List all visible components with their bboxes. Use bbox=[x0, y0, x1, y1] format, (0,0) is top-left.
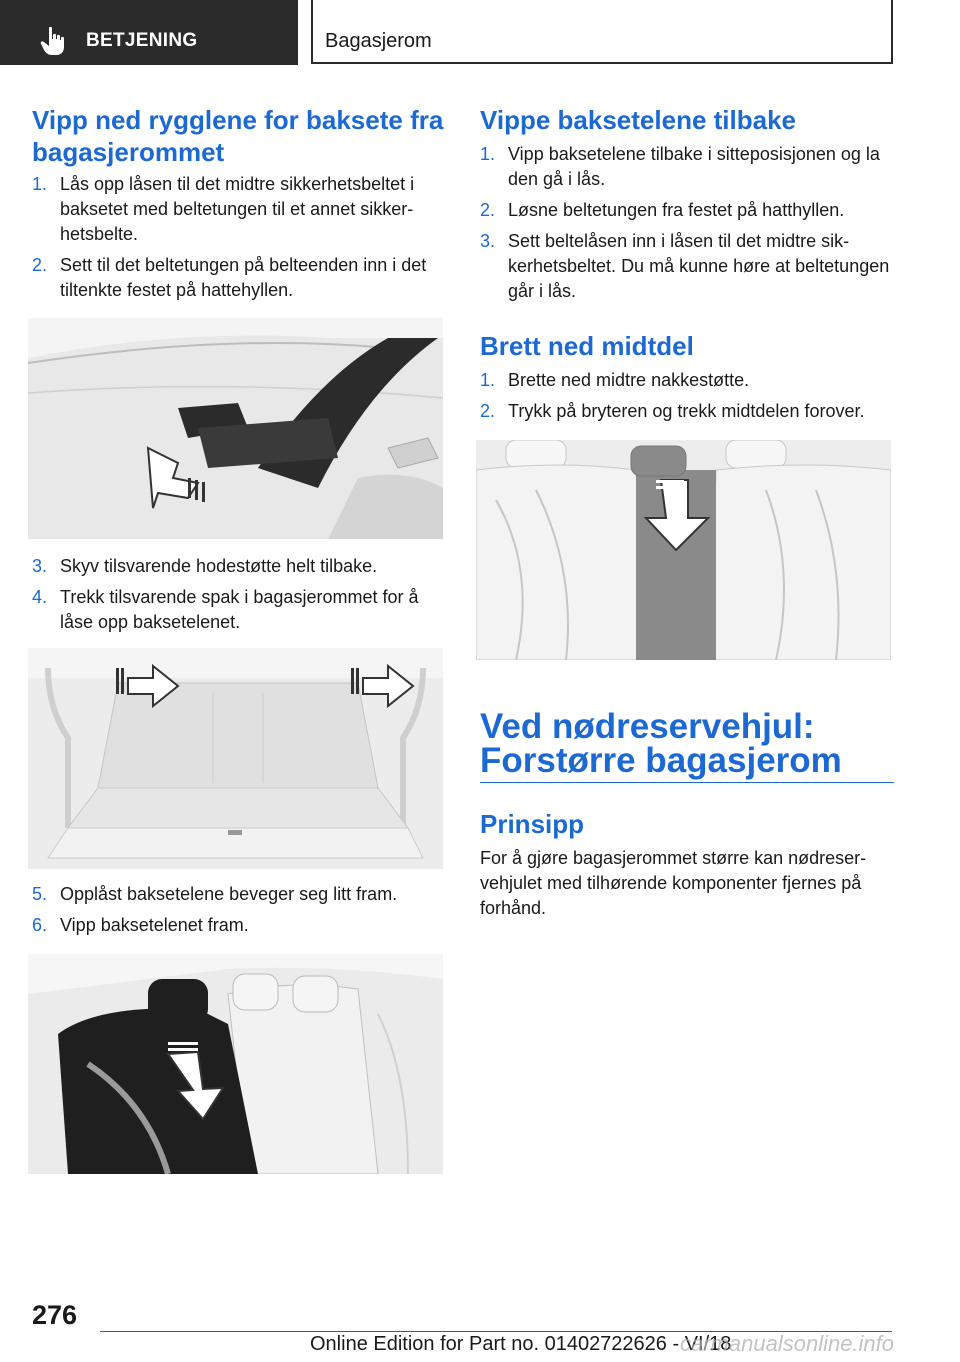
list-item: 4. Trekk tilsvarende spak i bagasjerommet for å låse opp baksetelenet. bbox=[32, 587, 419, 632]
heading-principle: Prinsipp bbox=[480, 809, 585, 839]
list-item: 6. Vipp baksetelenet fram. bbox=[32, 915, 249, 935]
list-item: 2. Trykk på bryteren og trekk midtdelen forover. bbox=[480, 401, 865, 421]
list-item: 2. Sett til det beltetungen på belteenden inn i det tiltenkte festet på hattehyllen. bbox=[32, 255, 427, 300]
list-item: 2. Løsne beltetungen fra festet på hatthyllen. bbox=[480, 200, 845, 220]
list-item: 1. Brette ned midtre nakkestøtte. bbox=[480, 370, 750, 390]
section-tab bbox=[0, 0, 298, 65]
chapter-rule bbox=[480, 782, 894, 783]
list-item: 5. Opplåst baksetelene beveger seg litt fram. bbox=[32, 884, 398, 904]
list-item: 1. Lås opp låsen til det midtre sikkerhetsbeltet i baksetet med beltetungen til et annet sikkerhetsbelte. bbox=[32, 174, 415, 244]
steps-list-e bbox=[480, 368, 896, 430]
heading-fold-down-from-trunk: Vipp ned rygglene for baksete fra bagasjerommet bbox=[32, 105, 444, 167]
list-item: 3. Sett beltelåsen inn i låsen til det midtre sikkerhetsbeltet. Du må kunne høre at beltetungen går i lås. bbox=[480, 231, 890, 301]
figure-seat-fold-forward bbox=[28, 954, 443, 1174]
chapter-title-line1: Ved nødreservehjul: bbox=[480, 707, 815, 746]
figure-trunk-levers bbox=[28, 648, 443, 869]
steps-list-a bbox=[32, 172, 446, 309]
section-label: BETJENING bbox=[86, 30, 198, 51]
edition-text: Online Edition for Part no. 01402722626 - VI/18 bbox=[310, 1333, 732, 1355]
steps-list-c bbox=[32, 882, 446, 944]
heading-fold-back: Vippe baksetelene tilbake bbox=[480, 105, 796, 135]
page-number: 276 bbox=[32, 1300, 78, 1330]
page-title: Bagasjerom bbox=[325, 30, 432, 52]
heading-fold-middle: Brett ned midtdel bbox=[480, 331, 694, 361]
principle-paragraph: For å gjøre bagasjerommet større kan nødreservehjulet med tilhørende komponenter fjernes på forhånd. bbox=[480, 848, 867, 918]
steps-list-b bbox=[32, 554, 446, 641]
hand-pointer-icon bbox=[40, 26, 66, 56]
list-item: 1. Vipp baksetelene tilbake i sitteposisjonen og la den gå i lås. bbox=[480, 144, 880, 189]
steps-list-d bbox=[480, 142, 890, 310]
figure-hat-shelf-belt bbox=[28, 318, 443, 539]
chapter-title-line2: Forstørre bagasjerom bbox=[480, 741, 842, 780]
list-item: 3. Skyv tilsvarende hodestøtte helt tilbake. bbox=[32, 556, 378, 576]
watermark: carmanualsonline.info bbox=[680, 1331, 895, 1356]
page-title-box bbox=[311, 0, 893, 64]
figure-middle-section bbox=[476, 440, 891, 660]
